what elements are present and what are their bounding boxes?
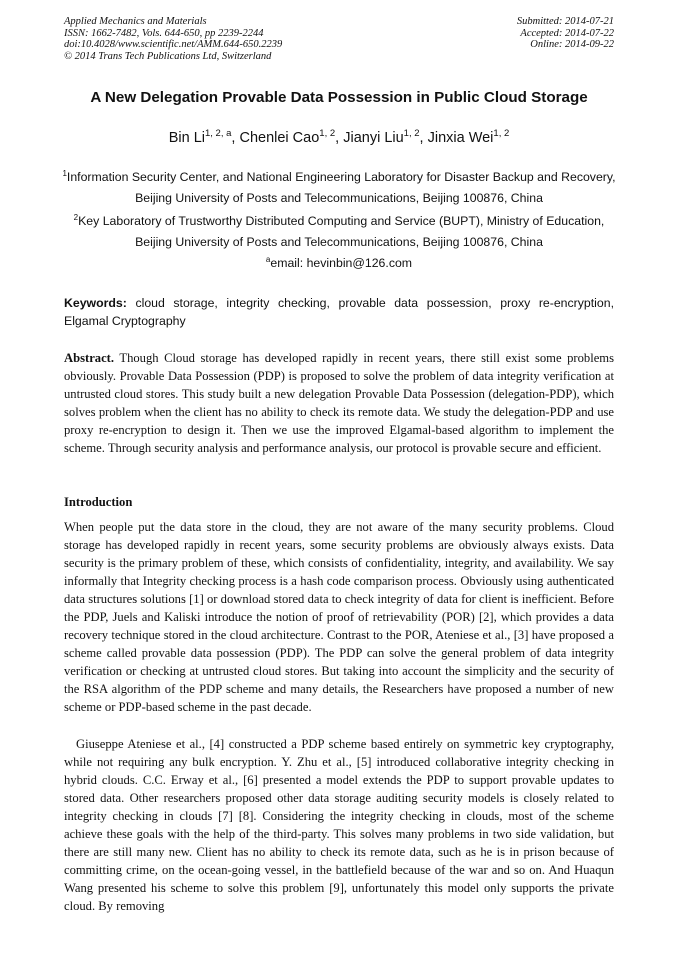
keywords-label: Keywords: (64, 296, 127, 310)
keywords-section (64, 294, 614, 330)
email-line (0, 256, 678, 270)
doi-line: doi:10.4028/www.scientific.net/AMM.644-650.2239 (64, 39, 283, 51)
affiliation-text: Information Security Center, and National Engineering Laboratory for Disaster Backup and Recovery, Beijing University of Posts and Telecommunications, Beijing 100876, China (66, 170, 616, 205)
issn-line: ISSN: 1662-7482, Vols. 644-650, pp 2239-2244 (64, 27, 264, 39)
journal-name: Applied Mechanics and Materials (64, 16, 207, 27)
email-mark: a (265, 255, 271, 264)
introduction-heading: Introduction (64, 495, 133, 509)
affiliation-mark: 1 (62, 169, 67, 178)
journal-header-left (64, 16, 282, 62)
abstract-section (64, 349, 614, 457)
paper-title: A New Delegation Provable Data Possession in Public Cloud Storage (90, 89, 588, 106)
email-text: email: hevinbin@126.com (270, 256, 413, 270)
submitted-date: Submitted: 2014-07-21 (516, 16, 614, 27)
copyright-line: © 2014 Trans Tech Publications Ltd, Switzerland (64, 50, 272, 62)
keywords-text: cloud storage, integrity checking, provable data possession, proxy re-encryption, Elgamal Cryptography (64, 296, 614, 328)
affiliation-1 (62, 167, 616, 209)
journal-header-right (517, 16, 614, 51)
author-affiliation-mark: 1, 2 (403, 128, 420, 139)
affiliation-2 (62, 211, 616, 253)
abstract-label: Abstract. (64, 351, 115, 365)
author-affiliation-mark: 1, 2 (319, 128, 336, 139)
affiliation-text: Key Laboratory of Trustworthy Distributed Computing and Service (BUPT), Ministry of Education, Beijing University of Posts and Telecommunications, Beijing 100876, China (78, 214, 605, 249)
intro-paragraph-2: Giuseppe Ateniese et al., [4] constructed a PDP scheme based entirely on symmetric key cryptography, while not requiring any bulk encryption. Y. Zhu et al., [5] introduced collaborative integrity checking in hybrid clouds. C.C. Erway et al., [6] presented a model extends the PDP to support provable updates to stored data. Other researchers proposed other data storage auditing security models is closely related to integrity checking in clouds [7] [8]. Considering the integrity checking in clouds, most of the scheme achieve these goals with the help of the third-party. This solves many problems in two side validation, but there are still many new. Client has no ability to check its remote data, such as he is in prison because of committing crime, on the ocean-going vessel, in the battlefield because of the war and so on. And Huaqun Wang presented his scheme to solve this problem [9], unfortunately this model only supports the private cloud. By removing (64, 737, 614, 913)
author-name: Bin Li (168, 130, 205, 146)
author-list: Bin Li$^{1, 2, a}$, Chenlei Cao$^{1, 2}$, Jianyi Liu$^{1, 2}$, Jinxia Wei$^{1, 2}$ (168, 128, 510, 146)
author-name: Jinxia Wei (427, 130, 494, 146)
author-name: Chenlei Cao (239, 130, 320, 146)
abstract-text: Though Cloud storage has developed rapidly in recent years, there still exist some problems obviously. Provable Data Possession (PDP) is proposed to solve the problem of data integrity verification at untrusted cloud stores. This study built a new delegation Provable Data Possession (delegation-PDP), which solves problem when the client has no ability to check its remote data. We study the delegation-PDP and use proxy re-encryption to design it. Then we use the improved Elgamal-based algorithm to implement the scheme. Through security analysis and performance analysis, our protocol is provable secure and efficient. (64, 351, 615, 455)
online-date: Online: 2014-09-22 (530, 39, 614, 51)
affiliation-mark: 2 (73, 213, 79, 222)
author-name: Jianyi Liu (343, 130, 404, 146)
accepted-date: Accepted: 2014-07-22 (520, 27, 614, 39)
intro-paragraph-1: When people put the data store in the cloud, they are not aware of the many security problems. Cloud storage has developed rapidly in recent years, some security problems are obviously always exists. Data security is the primary problem of these, which consists of confidentiality, integrity, and availability. We say informally that Integrity checking process is a hash code comparison process. Obviously using authenticated data structures solutions [1] or download stored data to check integrity of data for client is inefficient. Before the PDP, Juels and Kaliski introduce the notion of proof of retrievability (POR) [2], which provides a data recovery technique stored in the cloud architecture. Contrast to the POR, Ateniese et al., [3] have proposed a scheme called provable data possession (PDP). The PDP can solve the general problem of data integrity verification or checking at untrusted cloud stores. But taking into account the simplicity and the security of the RSA algorithm of the PDP scheme and many details, the Researchers have proposed a number of new scheme or PDP-based scheme in the past decade. (64, 520, 614, 714)
author-affiliation-mark: 1, 2, a (205, 128, 232, 139)
author-affiliation-mark: 1, 2 (493, 128, 510, 139)
